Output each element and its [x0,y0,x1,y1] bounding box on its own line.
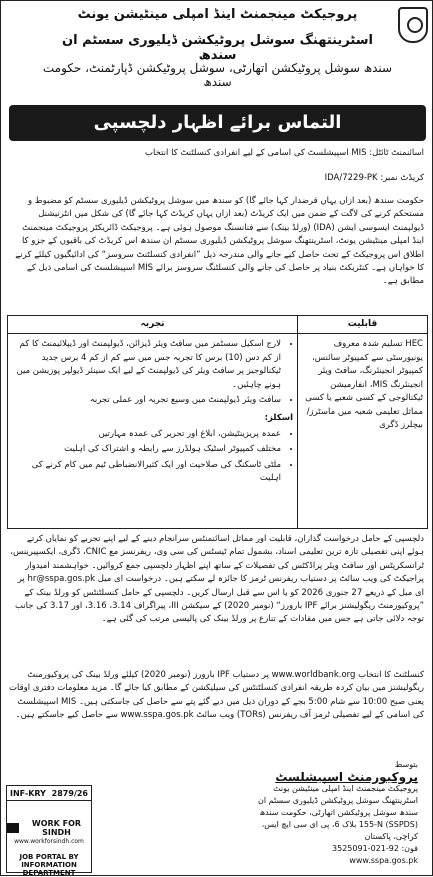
work-for-sindh-icon [7,823,19,833]
column-divider [297,333,298,528]
ad-reference-box [6,785,92,877]
logo-text: WORK FOR SINDH [31,819,82,837]
portal-line-2: INFORMATION DEPARTMENT [21,861,77,877]
ad-code: INF-KRY [10,789,46,798]
skills-title: اسکلز: [264,412,293,423]
address-line-1: پروجیکٹ مینجمنٹ اینڈ امپلی مینٹیشن یونٹ اسٹرینتھنگ سوشل پروٹیکشن ڈیلیوری سسٹم ان سندھ سوشل پروٹیکشن اتھارٹی، حکومت سندھ [258,784,418,817]
work-for-sindh-logo [7,819,91,837]
experience-cell [12,338,293,488]
table-header [8,316,427,334]
address-label: بتوسط [394,760,418,769]
experience-item: • لارج اسکیل سسٹمز میں سافٹ ویئر ڈیزائن، ڈیولپمنٹ اور ڈیپلائیمنٹ کا کم از کم دس (10) برس کا تجربہ جس میں سے کم از کم 4 برس جدید ٹیکنالوجیز پر سافٹ ویئر کی ڈیولپمنٹ کے لیے ایک سینئر ڈیولپر پوزیشن میں ہونے چاہئیں۔ [12,338,281,392]
title-banner: التماس برائے اظہار دلچسپی [9,105,426,141]
requirements-table [7,315,428,529]
address-website: www.sspa.gos.pk [349,856,418,865]
skill-item: • عمدہ پریزینٹیشن، ابلاغ اور تحریر کی عمدہ مہارتیں [12,428,281,442]
portal-credit [7,853,91,877]
qualification-cell: HEC تسلیم شدہ معروف یونیورسٹی سے کمپیوٹر سائنس، کمپیوٹر انجینئرنگ، سافٹ ویئر انجینئرنگ MIS، انفارمیشن ٹیکنالوجی کے کسی شعبے یا کسی مماثل تعلیمی شعبہ میں ماسٹرز/بیچلرز ڈگری [305,339,423,430]
address-line-2: (SSPDS) 155-N بلاک 6، پی ای سی ایچ ایس، کراچی، پاکستان [261,820,418,841]
application-paragraph: دلچسپی کے حامل درخواست گذاران، قابلیت اور مماثل اسائنمنٹس سرانجام دینے کے لیے اپنے تجربے کو نمایاں کرتے ہوئے اپنی تفصیلی تازہ ترین تعلیمی اسناد، بشمول تمام ٹیسٹس کی سی وی، ریفرنسز مع CNIC، ڈگری، ایکسپیرینس، ٹرانسکرپٹس اور سافٹ ویئر پراڈکٹس کی تفصیلات کے ساتھ اپنے اظہار دلچسپی جمع کروائیں۔ خواہشمند امیدوار پراجیکٹ کی ویب سائٹ پر دستیاب ریفرنس ٹرمز کا جائزہ لے سکتے ہیں۔ درخواست ای میل hr@sspa.gos.pk پر ای میل کے ذریعے 27 جنوری 2026 کو یا اس سے قبل ارسال کریں۔ دلچسپی کے حامل کنسلٹنٹس کو ورلڈ بینک کے ”پروکیورمنٹ ریگولیشنز برائے IPF بارورز“ (نومبر 2020) کے سیکشن III، پیراگراف 3.14، 3.16، اور 3.17 کی جانب توجہ دلائی جاتی ہے جس میں مفادات کے تنازع پر ورلڈ بینک کی پالیسی مرتب کی گئی ہے۔ [10,534,424,625]
assignment-title: اسائنمنٹ ٹائٹل: MIS اسپیشلسٹ کی اسامی کے لیے انفرادی کنسلٹنٹ کا انتخاب [145,148,424,158]
address-phone: فون: 92-021-3525091 [332,844,418,853]
selection-paragraph: کنسلٹنٹ کا انتخاب www.worldbank.org پر دستیاب IPF بارورز (نومبر 2020) کیلئے ورلڈ بینک کی پروکیورمنٹ ریگولیشنز میں بیان کردہ طریقہ انفرادی کنسلٹنٹس کی سیلیکشن کے مطابق کیا جائے گا۔ مزید معلومات دفتری اوقات یعنی صبح 10:00 سے شام 5:00 بجے کے دوران ذیل میں دیے گئے پتے سے حاصل کی جاسکتی ہیں۔ MIS اسپیشلسٹ کی اسامی کے لیے تفصیلی ٹرمز آف ریفرنس (TORs) ویب سائٹ www.sspa.gos.pk سے حاصل کیے جاسکتے ہیں۔ [9,670,424,721]
address-title: پروکیورمنٹ اسپیشلسٹ [275,770,418,784]
credit-number: IDA/7229-PK :کریڈٹ نمبر [324,173,424,183]
header-line-2: اسٹرینتھنگ سوشل پروٹیکشن ڈیلیوری سسٹم ان سندھ [62,33,373,63]
logo-url: www.workforsindh.com [14,838,84,845]
portal-line-1: JOB PORTAL BY [19,853,79,861]
header [1,1,433,101]
contact-address [248,759,418,867]
skill-item: • مختلف کمپیوٹر اسٹیک ہولڈرز سے رابطہ و اشتراک کی اہلیت [12,443,281,457]
header-line-1: پروجیکٹ مینجمنٹ اینڈ امپلی مینٹیشن یونٹ [77,7,358,22]
sindh-emblem-icon [398,7,428,43]
experience-header: تجربہ [8,316,298,333]
skill-item: • ملٹی ٹاسکنگ کی صلاحیت اور ایک کثیرالانضباطی ٹیم میں کام کرنے کی اہلیت [12,459,281,486]
qualification-header: قابلیت [347,319,378,329]
header-line-3: سندھ سوشل پروٹیکشن اتھارٹی، سوشل پروٹیکشن ڈپارٹمنٹ، حکومت سندھ [42,61,393,89]
intro-paragraph: حکومت سندھ (بعد ازاں یہاں قرضدار کہا جائے گا) کو سندھ میں سوشل پروٹیکشن ڈیلیوری سسٹم کو مضبوط و مستحکم کرنے کی لاگت کے ضمن میں ایک کریڈٹ (بعد ازاں یہاں کریڈٹ کہا جائے گا) کی شکل میں انٹرنیشنل ڈیولپمنٹ ایسوسی ایشن (IDA) (ورلڈ بینک) سے فنانسنگ موصول ہوئی ہے۔ پروجیکٹ ڈائریکٹر پروجیکٹ مینجمنٹ اینڈ امپلی مینٹیشن یونٹ، اسٹرینتھنگ سوشل پروٹیکشن ڈیلیوری سسٹم ان سندھ اس کریڈٹ کی باقیوں کے جزو کا اطلاق اس پروجیکٹ کے تحت حاصل کیے جانے والی مندرجہ ذیل ”انفرادی کنسلٹنٹ سروسز“ کی ادائیگیوں کیلئے کرنے کا خواہاں ہے۔ کنٹریکٹ بنیاد پر حاصل کی جانے والی کنسلٹنگ سروسز برائے MIS اسپیشلسٹ کی اسامی ذیل کے مطابق ہے۔ [15,196,424,287]
ad-number: 2879/26 [51,789,88,798]
experience-item: • سافٹ ویئر ڈیولپمنٹ میں وسیع تجربہ اور عملی تجربہ [12,394,281,408]
